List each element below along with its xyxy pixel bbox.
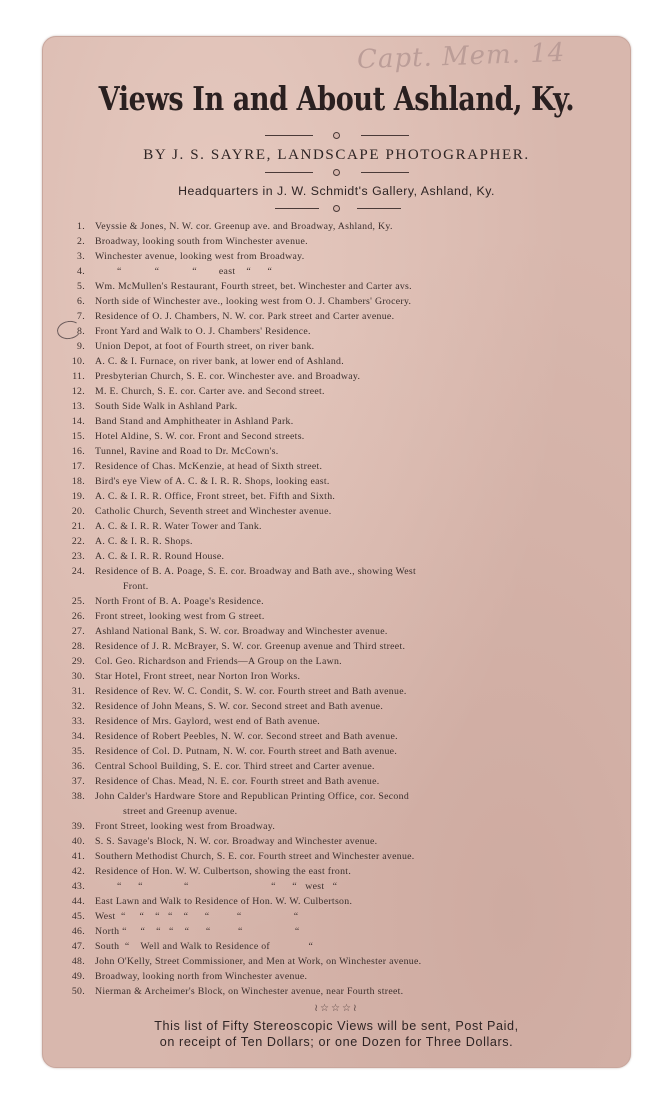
headquarters-line: Headquarters in J. W. Schmidt's Gallery, Ashland, Ky. [178,184,495,198]
view-text: North Front of B. A. Poage's Residence. [95,596,264,607]
view-item [57,534,627,549]
view-item [57,369,627,384]
view-text: Front street, looking west from G street. [95,611,265,622]
view-item [57,924,627,939]
view-number: 33. [71,716,85,727]
view-number: 28. [71,641,85,652]
view-number: 16. [71,446,85,457]
view-text: East Lawn and Walk to Residence of Hon. W. W. Culbertson. [95,896,353,907]
view-item [57,714,627,729]
view-number: 25. [71,596,85,607]
view-number: 49. [71,971,85,982]
view-text: Catholic Church, Seventh street and Winchester avenue. [95,506,332,517]
view-item [57,849,627,864]
view-item [57,729,627,744]
view-item [57,909,627,924]
view-item [57,609,627,624]
view-item [57,789,627,819]
view-text: Central School Building, S. E. cor. Third street and Carter avenue. [95,761,375,772]
view-text: Front Street, looking west from Broadway. [95,821,276,832]
view-number: 34. [71,731,85,742]
view-text: S. S. Savage's Block, N. W. cor. Broadway and Winchester avenue. [95,836,378,847]
view-number: 30. [71,671,85,682]
view-item [57,444,627,459]
view-text: Nierman & Archeimer's Block, on Winchester avenue, near Fourth street. [95,986,404,997]
view-number: 14. [71,416,85,427]
view-text: Band Stand and Amphitheater in Ashland Park. [95,416,294,427]
view-item [57,249,627,264]
view-item [57,564,627,594]
view-number: 26. [71,611,85,622]
view-text: Tunnel, Ravine and Road to Dr. McCown's. [95,446,279,457]
view-number: 27. [71,626,85,637]
view-number: 38. [71,791,85,802]
view-number: 50. [71,986,85,997]
view-item [57,654,627,669]
view-text: West “ “ “ “ “ “ “ “ [95,911,299,922]
view-number: 9. [77,341,85,352]
view-text: Southern Methodist Church, S. E. cor. Fourth street and Winchester avenue. [95,851,415,862]
view-item [57,339,627,354]
view-number: 20. [71,506,85,517]
view-number: 37. [71,776,85,787]
view-text: Bird's eye View of A. C. & I. R. R. Shops, looking east. [95,476,330,487]
view-item [57,279,627,294]
view-number: 12. [71,386,85,397]
view-text: Presbyterian Church, S. E. cor. Winchester ave. and Broadway. [95,371,361,382]
view-number: 23. [71,551,85,562]
view-number: 19. [71,491,85,502]
view-text: John Calder's Hardware Store and Republican Printing Office, cor. Second [95,791,410,802]
view-item [57,684,627,699]
view-text: Winchester avenue, looking west from Broadway. [95,251,305,262]
view-number: 39. [71,821,85,832]
view-number: 45. [71,911,85,922]
view-item [57,939,627,954]
view-item [57,879,627,894]
view-number: 29. [71,656,85,667]
view-text: Hotel Aldine, S. W. cor. Front and Second streets. [95,431,305,442]
view-item [57,834,627,849]
view-text: Residence of Mrs. Gaylord, west end of Bath avenue. [95,716,321,727]
view-item [57,519,627,534]
view-item [57,324,627,339]
views-list [57,219,627,999]
footer-ornament: ≀☆☆☆≀ [314,1003,359,1014]
view-text: John O'Kelly, Street Commissioner, and Men at Work, on Winchester avenue. [95,956,422,967]
view-text: “ “ “ “ “ west “ [95,881,338,892]
view-item [57,474,627,489]
view-text: “ “ “ east “ “ [95,266,273,277]
view-text: A. C. & I. Furnace, on river bank, at lower end of Ashland. [95,356,344,367]
view-item [57,819,627,834]
view-text: South Side Walk in Ashland Park. [95,401,238,412]
view-number: 11. [72,371,85,382]
view-text: Col. Geo. Richardson and Friends—A Group on the Lawn. [95,656,342,667]
view-number: 41. [71,851,85,862]
view-text: A. C. & I. R. R. Round House. [95,551,225,562]
view-number: 36. [71,761,85,772]
handwritten-annotation: Capt. Mem. 14 [356,37,566,76]
view-text: A. C. & I. R. R. Shops. [95,536,193,547]
view-item [57,639,627,654]
view-number: 22. [71,536,85,547]
view-number: 7. [77,311,85,322]
stereoview-card-back [42,36,631,1068]
view-number: 1. [77,221,85,232]
view-item [57,489,627,504]
view-item [57,234,627,249]
view-number: 44. [71,896,85,907]
view-item [57,984,627,999]
view-text: A. C. & I. R. R. Office, Front street, bet. Fifth and Sixth. [95,491,336,502]
footer-line-1: This list of Fifty Stereoscopic Views will be sent, Post Paid, [154,1019,519,1033]
view-item [57,954,627,969]
view-text: Residence of John Means, S. W. cor. Second street and Bath avenue. [95,701,384,712]
view-item [57,399,627,414]
view-number: 18. [71,476,85,487]
view-text: Residence of O. J. Chambers, N. W. cor. Park street and Carter avenue. [95,311,395,322]
view-text: Residence of B. A. Poage, S. E. cor. Broadway and Bath ave., showing West [95,566,417,577]
view-number: 4. [77,266,85,277]
view-number: 47. [71,941,85,952]
view-number: 40. [71,836,85,847]
view-item [57,894,627,909]
view-number: 43. [71,881,85,892]
view-number: 48. [71,956,85,967]
view-item [57,504,627,519]
view-text: M. E. Church, S. E. cor. Carter ave. and Second street. [95,386,325,397]
view-text: Residence of Chas. Mead, N. E. cor. Fourth street and Bath avenue. [95,776,380,787]
view-item [57,624,627,639]
view-number: 35. [71,746,85,757]
view-text: Residence of J. R. McBrayer, S. W. cor. Greenup avenue and Third street. [95,641,406,652]
view-number: 17. [71,461,85,472]
view-text: Veyssie & Jones, N. W. cor. Greenup ave. and Broadway, Ashland, Ky. [95,221,393,232]
view-text: Ashland National Bank, S. W. cor. Broadway and Winchester avenue. [95,626,388,637]
view-number: 31. [71,686,85,697]
view-item [57,774,627,789]
view-number: 15. [71,431,85,442]
view-number: 2. [77,236,85,247]
view-text: Broadway, looking north from Winchester avenue. [95,971,308,982]
view-number: 8. [77,326,85,337]
view-text: Front Yard and Walk to O. J. Chambers' Residence. [95,326,311,337]
view-item [57,744,627,759]
view-item [57,759,627,774]
photographer-byline: BY J. S. SAYRE, LANDSCAPE PHOTOGRAPHER. [143,147,530,163]
view-text: North “ “ “ “ “ “ “ “ [95,926,300,937]
view-number: 32. [71,701,85,712]
view-item [57,294,627,309]
view-text: Residence of Chas. McKenzie, at head of Sixth street. [95,461,323,472]
view-item [57,459,627,474]
view-item [57,219,627,234]
view-number: 21. [71,521,85,532]
view-number: 3. [77,251,85,262]
view-item [57,354,627,369]
view-number: 24. [71,566,85,577]
view-text: South “ Well and Walk to Residence of “ [95,941,314,952]
view-text: North side of Winchester ave., looking west from O. J. Chambers' Grocery. [95,296,412,307]
footer-line-2: on receipt of Ten Dollars; or one Dozen for Three Dollars. [159,1035,514,1049]
view-text-continued: Front. [123,581,149,592]
view-text: Residence of Rev. W. C. Condit, S. W. cor. Fourth street and Bath avenue. [95,686,407,697]
view-text: Residence of Hon. W. W. Culbertson, showing the east front. [95,866,352,877]
view-text: Broadway, looking south from Winchester avenue. [95,236,308,247]
view-number: 13. [71,401,85,412]
view-item [57,264,627,279]
view-text: A. C. & I. R. R. Water Tower and Tank. [95,521,262,532]
view-number: 5. [77,281,85,292]
view-item [57,669,627,684]
footer-offer [43,1018,630,1050]
view-item [57,384,627,399]
view-text: Residence of Col. D. Putnam, N. W. cor. Fourth street and Bath avenue. [95,746,398,757]
view-number: 46. [71,926,85,937]
view-item [57,864,627,879]
view-item [57,594,627,609]
view-item [57,309,627,324]
view-text-continued: street and Greenup avenue. [123,806,238,817]
view-item [57,414,627,429]
view-number: 42. [71,866,85,877]
view-item [57,549,627,564]
page-title: Views In and About Ashland, Ky. [98,79,575,118]
view-number: 6. [77,296,85,307]
view-item [57,699,627,714]
view-text: Residence of Robert Peebles, N. W. cor. Second street and Bath avenue. [95,731,398,742]
view-item [57,429,627,444]
view-number: 10. [71,356,85,367]
view-item [57,969,627,984]
view-text: Star Hotel, Front street, near Norton Iron Works. [95,671,301,682]
view-text: Union Depot, at foot of Fourth street, on river bank. [95,341,315,352]
view-text: Wm. McMullen's Restaurant, Fourth street, bet. Winchester and Carter avs. [95,281,412,292]
